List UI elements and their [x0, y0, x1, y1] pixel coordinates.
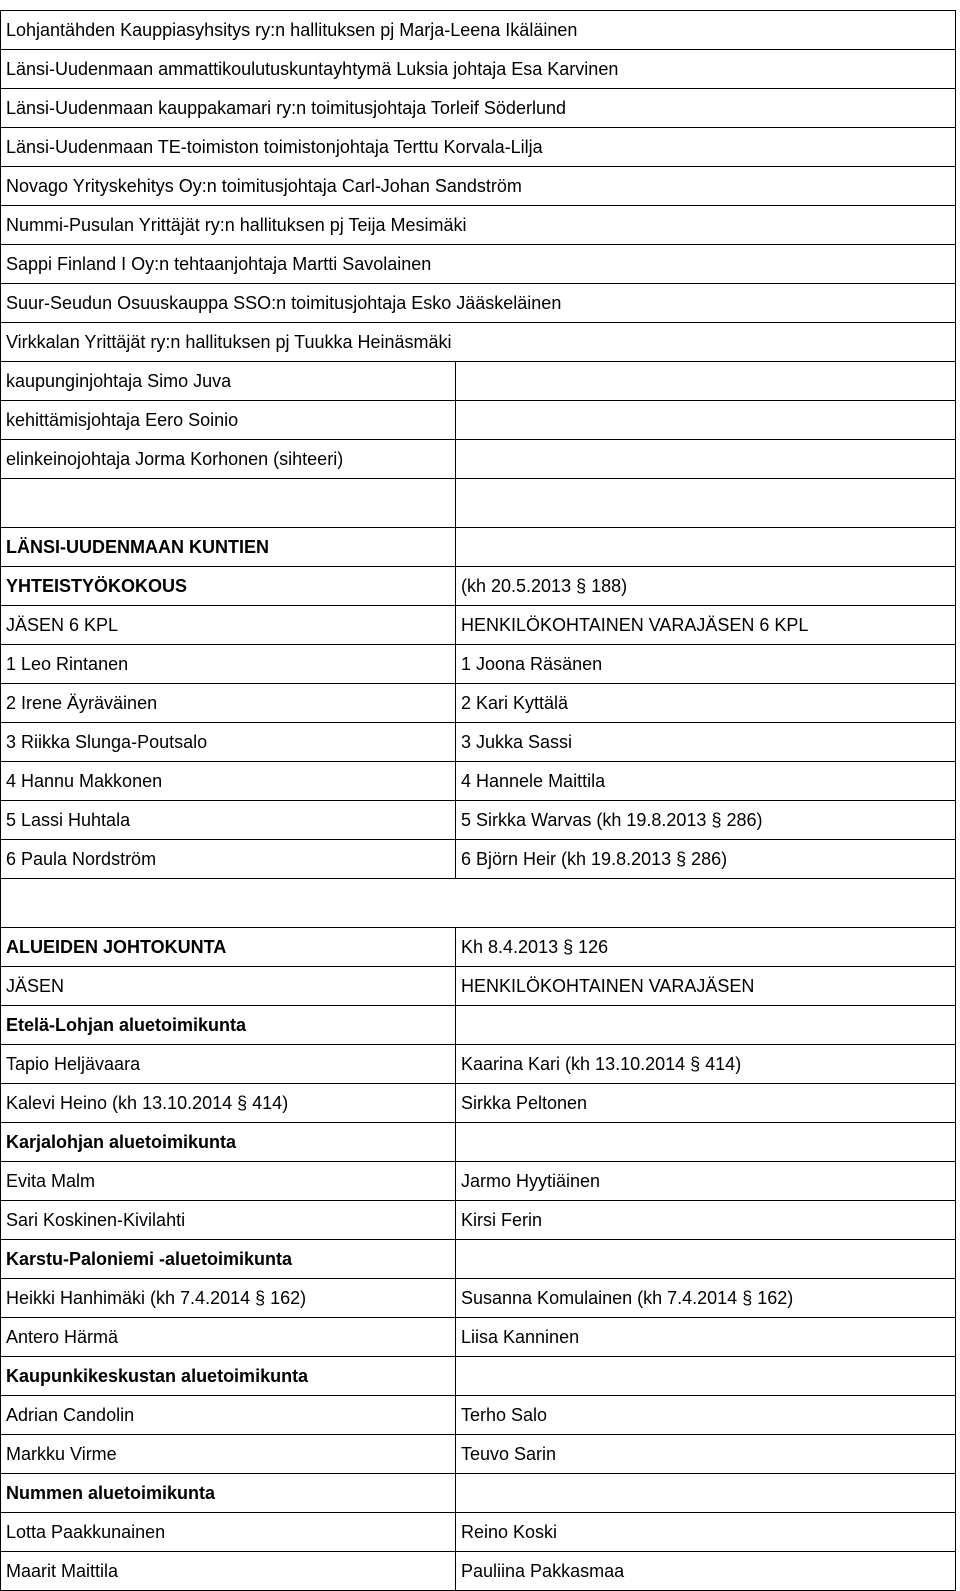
document-table	[0, 10, 956, 1591]
member-text: Virkkalan Yrittäjät ry:n hallituksen pj Tuukka Heinäsmäki	[6, 332, 452, 352]
deputy-name: 5 Sirkka Warvas (kh 19.8.2013 § 286)	[461, 810, 763, 830]
table-row	[0, 1123, 956, 1162]
official-text: kaupunginjohtaja Simo Juva	[1, 362, 456, 400]
empty-cell	[456, 1006, 955, 1044]
member-name: Maarit Maittila	[1, 1552, 456, 1590]
deputy-name: Liisa Kanninen	[461, 1327, 580, 1347]
table-row	[0, 840, 956, 879]
table-row	[0, 1318, 956, 1357]
group-title: Karstu-Paloniemi -aluetoimikunta	[1, 1240, 456, 1278]
table-row	[0, 128, 956, 167]
empty-cell	[456, 1357, 955, 1395]
member-name: 4 Hannu Makkonen	[1, 762, 456, 800]
table-row	[0, 1006, 956, 1045]
member-name: Sari Koskinen-Kivilahti	[1, 1201, 456, 1239]
deputy-name: Reino Koski	[461, 1522, 558, 1542]
table-row	[0, 89, 956, 128]
member-name: 1 Leo Rintanen	[1, 645, 456, 683]
empty-cell	[456, 401, 955, 439]
member-name: Lotta Paakkunainen	[1, 1513, 456, 1551]
group-title: Karjalohjan aluetoimikunta	[1, 1123, 456, 1161]
deputy-name: 3 Jukka Sassi	[461, 732, 573, 752]
table-row	[0, 1474, 956, 1513]
table-row	[0, 1162, 956, 1201]
table-row	[0, 1279, 956, 1318]
section-title: ALUEIDEN JOHTOKUNTA	[1, 928, 456, 966]
table-row	[0, 762, 956, 801]
empty-cell	[456, 528, 955, 566]
section-title: LÄNSI-UUDENMAAN KUNTIEN	[1, 528, 456, 566]
member-name: Markku Virme	[1, 1435, 456, 1473]
member-text: Novago Yrityskehitys Oy:n toimitusjohtaja Carl-Johan Sandström	[6, 176, 522, 196]
table-row	[0, 1201, 956, 1240]
empty-cell	[456, 362, 955, 400]
member-text: Länsi-Uudenmaan ammattikoulutuskuntayhtymä Luksia johtaja Esa Karvinen	[6, 59, 619, 79]
decision-ref: (kh 20.5.2013 § 188)	[461, 576, 628, 596]
deputy-name: Pauliina Pakkasmaa	[461, 1561, 625, 1581]
table-row	[0, 1435, 956, 1474]
deputy-name: Teuvo Sarin	[461, 1444, 557, 1464]
empty-cell	[456, 440, 955, 478]
deputy-name: Terho Salo	[461, 1405, 548, 1425]
table-row	[0, 50, 956, 89]
deputy-name: 6 Björn Heir (kh 19.8.2013 § 286)	[461, 849, 728, 869]
member-name: Tapio Heljävaara	[1, 1045, 456, 1083]
deputy-name: Kaarina Kari (kh 13.10.2014 § 414)	[461, 1054, 742, 1074]
table-row	[0, 362, 956, 401]
column-header: JÄSEN 6 KPL	[1, 606, 456, 644]
empty-cell	[456, 479, 955, 527]
member-name: Antero Härmä	[1, 1318, 456, 1356]
group-title: Nummen aluetoimikunta	[1, 1474, 456, 1512]
table-row	[0, 1357, 956, 1396]
member-text: Nummi-Pusulan Yrittäjät ry:n hallituksen pj Teija Mesimäki	[6, 215, 467, 235]
decision-ref: Kh 8.4.2013 § 126	[461, 937, 609, 957]
table-row	[0, 206, 956, 245]
column-header: HENKILÖKOHTAINEN VARAJÄSEN 6 KPL	[461, 615, 809, 635]
table-row	[0, 1045, 956, 1084]
table-row	[0, 967, 956, 1006]
section-title: YHTEISTYÖKOKOUS	[1, 567, 456, 605]
member-text: Lohjantähden Kauppiasyhsitys ry:n hallituksen pj Marja-Leena Ikäläinen	[6, 20, 578, 40]
blank-row	[0, 879, 956, 928]
empty-cell	[1, 879, 955, 927]
member-name: 6 Paula Nordström	[1, 840, 456, 878]
table-row	[0, 245, 956, 284]
table-row	[0, 1396, 956, 1435]
member-name: Kalevi Heino (kh 13.10.2014 § 414)	[1, 1084, 456, 1122]
table-row	[0, 284, 956, 323]
table-row	[0, 1240, 956, 1279]
deputy-name: 4 Hannele Maittila	[461, 771, 606, 791]
table-row	[0, 1552, 956, 1591]
empty-cell	[456, 1123, 955, 1161]
official-text: elinkeinojohtaja Jorma Korhonen (sihteeri)	[1, 440, 456, 478]
member-name: 3 Riikka Slunga-Poutsalo	[1, 723, 456, 761]
official-text: kehittämisjohtaja Eero Soinio	[1, 401, 456, 439]
table-row	[0, 645, 956, 684]
table-row	[0, 684, 956, 723]
table-row	[0, 567, 956, 606]
deputy-name: Sirkka Peltonen	[461, 1093, 588, 1113]
deputy-name: Susanna Komulainen (kh 7.4.2014 § 162)	[461, 1288, 794, 1308]
member-name: 5 Lassi Huhtala	[1, 801, 456, 839]
empty-cell	[1, 479, 456, 527]
group-title: Kaupunkikeskustan aluetoimikunta	[1, 1357, 456, 1395]
table-row	[0, 1513, 956, 1552]
table-row	[0, 11, 956, 50]
table-row	[0, 1084, 956, 1123]
member-name: 2 Irene Äyräväinen	[1, 684, 456, 722]
table-row	[0, 928, 956, 967]
member-name: Evita Malm	[1, 1162, 456, 1200]
member-text: Suur-Seudun Osuuskauppa SSO:n toimitusjohtaja Esko Jääskeläinen	[6, 293, 562, 313]
deputy-name: Kirsi Ferin	[461, 1210, 543, 1230]
member-text: Länsi-Uudenmaan TE-toimiston toimistonjohtaja Terttu Korvala-Lilja	[6, 137, 543, 157]
deputy-name: 1 Joona Räsänen	[461, 654, 603, 674]
table-row	[0, 801, 956, 840]
table-row	[0, 528, 956, 567]
table-row	[0, 723, 956, 762]
table-row	[0, 167, 956, 206]
blank-row	[0, 479, 956, 528]
empty-cell	[456, 1474, 955, 1512]
member-text: Sappi Finland I Oy:n tehtaanjohtaja Martti Savolainen	[6, 254, 432, 274]
group-title: Etelä-Lohjan aluetoimikunta	[1, 1006, 456, 1044]
table-row	[0, 606, 956, 645]
table-row	[0, 440, 956, 479]
column-header: HENKILÖKOHTAINEN VARAJÄSEN	[461, 976, 755, 996]
empty-cell	[456, 1240, 955, 1278]
member-name: Adrian Candolin	[1, 1396, 456, 1434]
member-text: Länsi-Uudenmaan kauppakamari ry:n toimitusjohtaja Torleif Söderlund	[6, 98, 566, 118]
deputy-name: 2 Kari Kyttälä	[461, 693, 569, 713]
member-name: Heikki Hanhimäki (kh 7.4.2014 § 162)	[1, 1279, 456, 1317]
table-row	[0, 401, 956, 440]
deputy-name: Jarmo Hyytiäinen	[461, 1171, 601, 1191]
table-row	[0, 323, 956, 362]
column-header: JÄSEN	[1, 967, 456, 1005]
